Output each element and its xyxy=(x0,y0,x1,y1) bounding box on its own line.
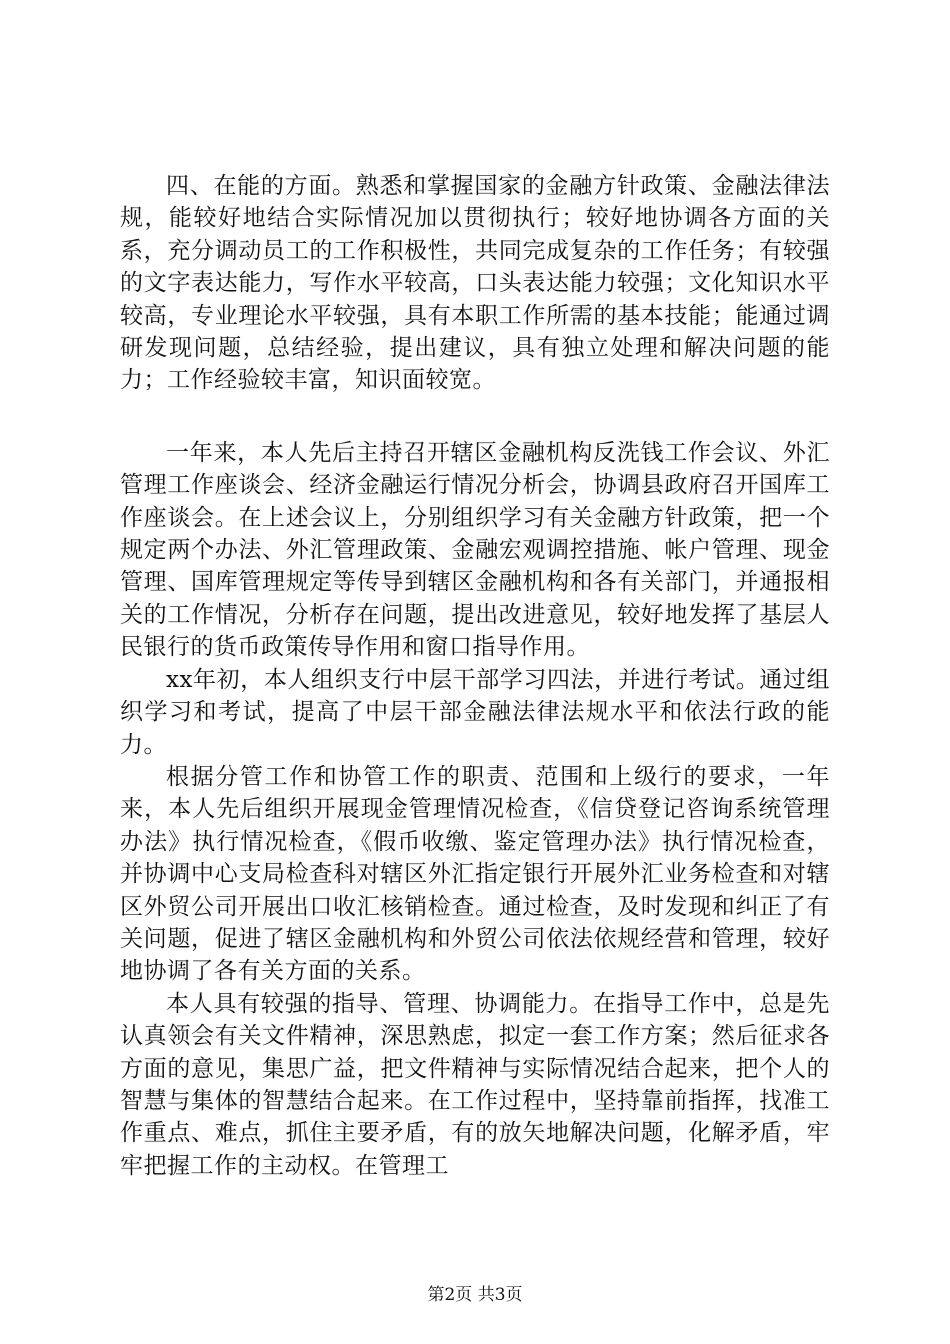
paragraph-inspections: 根据分管工作和协管工作的职责、范围和上级行的要求，一年来，本人先后组织开展现金管理情况检查，《信贷登记咨询系统管理办法》执行情况检查，《假币收缴、鉴定管理办法》执行情况检查，并协调中心支局检查科对辖区外汇指定银行开展外汇业务检查和对辖区外贸公司开展出口收汇核销检查。通过检查，及时发现和纠正了有关问题，促进了辖区金融机构和外贸公司依法依规经营和管理，较好地协调了各有关方面的关系。 xyxy=(120,763,830,985)
paragraph-ability: 四、在能的方面。熟悉和掌握国家的金融方针政策、金融法律法规，能较好地结合实际情况加以贯彻执行；较好地协调各方面的关系，充分调动员工的工作积极性，共同完成复杂的工作任务；有较强的文字表达能力，写作水平较高，口头表达能力较强；文化知识水平较高，专业理论水平较强，具有本职工作所需的基本技能；能通过调研发现问题，总结经验，提出建议，具有独立处理和解决问题的能力；工作经验较丰富，知识面较宽。 xyxy=(120,173,830,394)
paragraph-leadership: 本人具有较强的指导、管理、协调能力。在指导工作中，总是先认真领会有关文件精神，深思熟虑，拟定一套工作方案；然后征求各方面的意见，集思广益，把文件精神与实际情况结合起来，把个人的智慧与集体的智慧结合起来。在工作过程中，坚持靠前指挥，找准工作重点、难点，抓住主要矛盾，有的放矢地解决问题，化解矛盾，牢牢把握工作的主动权。在管理工 xyxy=(120,990,830,1179)
paragraph-spacer xyxy=(120,397,830,437)
paragraph-meetings: 一年来，本人先后主持召开辖区金融机构反洗钱工作会议、外汇管理工作座谈会、经济金融运行情况分析会，协调县政府召开国库工作座谈会。在上述会议上，分别组织学习有关金融方针政策，把一个规定两个办法、外汇管理政策、金融宏观调控措施、帐户管理、现金管理、国库管理规定等传导到辖区金融机构和各有关部门，并通报相关的工作情况，分析存在问题，提出改进意见，较好地发挥了基层人民银行的货币政策传导作用和窗口指导作用。 xyxy=(120,439,830,661)
paragraph-study-exam: xx年初，本人组织支行中层干部学习四法，并进行考试。通过组织学习和考试，提高了中层干部金融法律法规水平和依法行政的能力。 xyxy=(120,666,830,758)
document-body xyxy=(120,170,830,1182)
page-footer: 第2页 共3页 xyxy=(427,1285,523,1305)
